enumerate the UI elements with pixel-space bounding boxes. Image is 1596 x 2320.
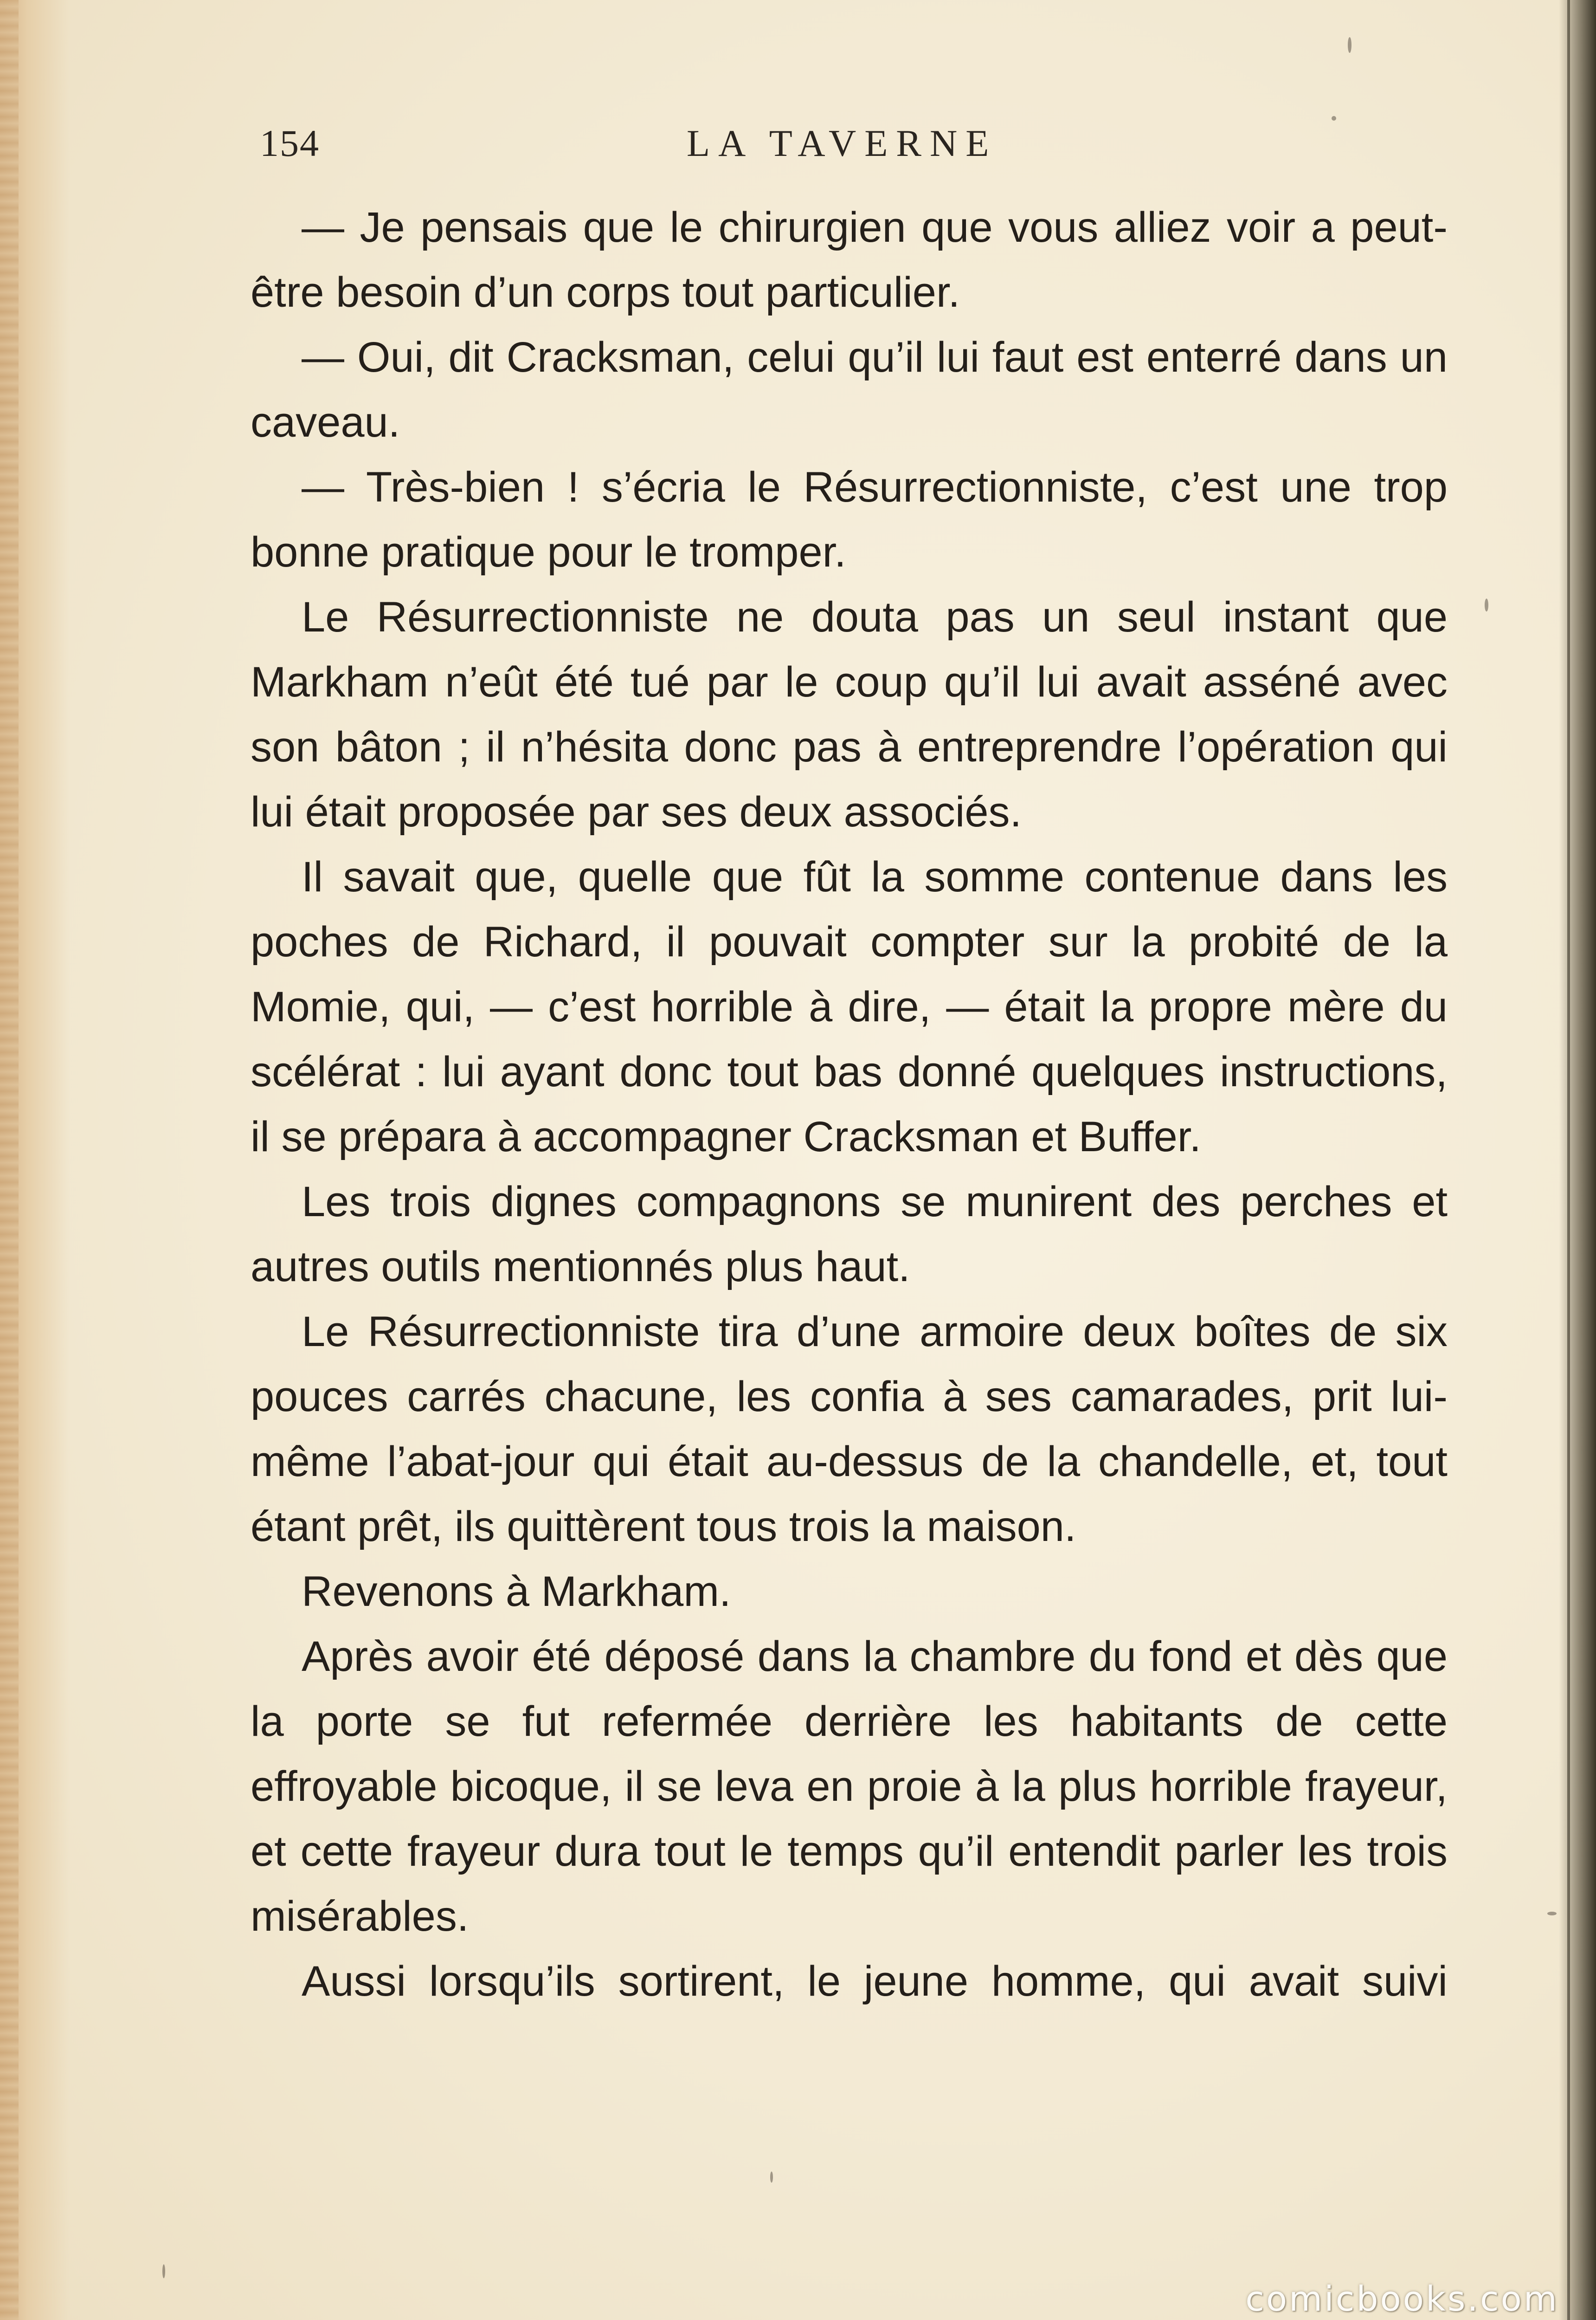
paragraph: — Très-bien ! s’écria le Résurrectionniste, c’est une trop bonne pratique pour le tromper. bbox=[251, 464, 1448, 576]
page-number: 154 bbox=[260, 122, 320, 164]
running-title: LA TAVERNE bbox=[687, 122, 998, 164]
paper-speck bbox=[1485, 599, 1488, 612]
paragraph: Le Résurrectionniste tira d’une armoire deux boîtes de six pouces carrés chacune, les confia à ses camarades, prit lui-même l’abat-jour qui était au-dessus de la chandelle, et, tout étant prêt, ils quittèrent tous trois la maison. bbox=[251, 1308, 1448, 1550]
paper-speck bbox=[1547, 1912, 1557, 1915]
body-text bbox=[251, 195, 1448, 2014]
page-right-edge bbox=[1559, 0, 1596, 2320]
paragraph: Les trois dignes compagnons se munirent des perches et autres outils mentionnés plus haut. bbox=[251, 1178, 1448, 1290]
page-right-border bbox=[1567, 0, 1570, 2320]
page-header bbox=[260, 122, 1443, 173]
paragraph: Après avoir été déposé dans la chambre du fond et dès que la porte se fut refermée derrière les habitants de cette effroyable bicoque, il se leva en proie à la plus horrible frayeur, et cette frayeur dura tout le temps qu’il entendit parler les trois misérables. bbox=[251, 1633, 1448, 1940]
paragraph: — Oui, dit Cracksman, celui qu’il lui faut est enterré dans un caveau. bbox=[251, 334, 1448, 446]
watermark: comicbooks.com bbox=[1245, 2279, 1559, 2319]
page-edge-stack bbox=[0, 0, 19, 2320]
paper-speck bbox=[770, 2172, 773, 2183]
paragraph: — Je pensais que le chirurgien que vous alliez voir a peut-être besoin d’un corps tout particulier. bbox=[251, 204, 1448, 316]
paragraph: Aussi lorsqu’ils sortirent, le jeune homme, qui avait suivi bbox=[302, 1958, 1448, 2005]
paper-speck bbox=[162, 2264, 165, 2278]
paragraph: Revenons à Markham. bbox=[302, 1568, 731, 1615]
paper-speck bbox=[1348, 37, 1351, 53]
paper-speck bbox=[1332, 116, 1336, 121]
paragraph: Le Résurrectionniste ne douta pas un seul instant que Markham n’eût été tué par le coup qu’il lui avait asséné avec son bâton ; il n’hésita donc pas à entreprendre l’opération qui lui était proposée par ses deux associés. bbox=[251, 593, 1448, 836]
paragraph: Il savait que, quelle que fût la somme contenue dans les poches de Richard, il pouvait compter sur la probité de la Momie, qui, — c’est horrible à dire, — était la propre mère du scélérat : lui ayant donc tout bas donné quelques instructions, il se prépara à accompagner Cracksman et Buffer. bbox=[251, 853, 1448, 1160]
